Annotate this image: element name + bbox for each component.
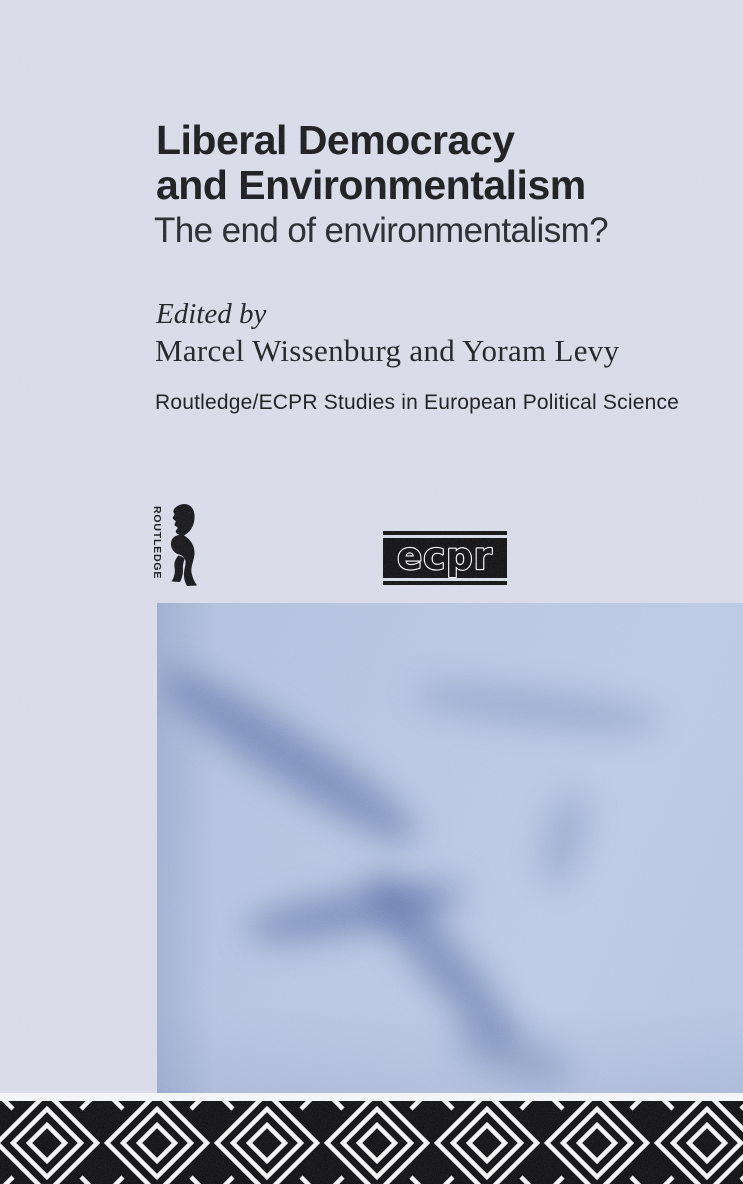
page-title [156, 118, 586, 208]
title-line-1: Liberal Democracy [156, 117, 515, 163]
subtitle: The end of environmentalism? [154, 211, 609, 250]
cover-photo-panel [157, 603, 743, 1093]
panel-edge-shading [157, 603, 743, 1093]
title-line-2: and Environmentalism [156, 162, 586, 208]
editors-names: Marcel Wissenburg and Yoram Levy [155, 333, 620, 368]
series-title: Routledge/ECPR Studies in European Political Science [155, 391, 680, 414]
routledge-logo [148, 502, 200, 588]
edited-by-label: Edited by [156, 298, 267, 330]
ecpr-logo-box [383, 538, 507, 578]
geometric-pattern-band [0, 1101, 743, 1184]
white-divider [0, 1093, 743, 1101]
ecpr-logo [383, 531, 507, 585]
routledge-wordmark: ROUTLEDGE [151, 506, 163, 580]
routledge-r-icon [165, 502, 199, 588]
ecpr-wordmark: ecpr [397, 538, 493, 578]
